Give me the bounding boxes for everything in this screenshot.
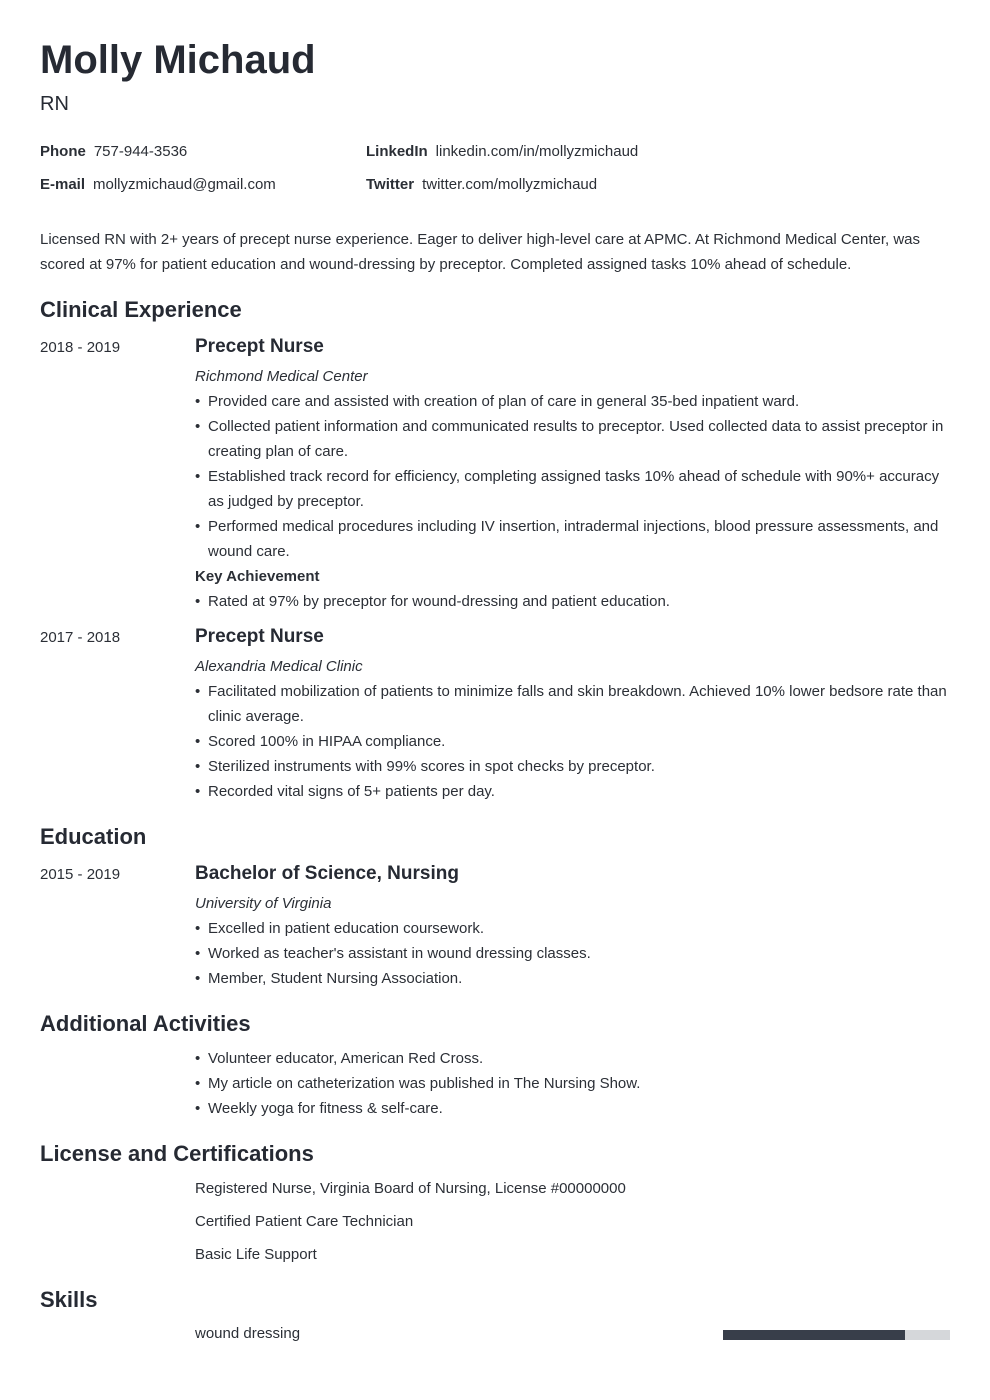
contact-linkedin-value[interactable]: linkedin.com/in/mollyzmichaud [435, 143, 639, 160]
job-bullets [195, 389, 955, 564]
candidate-title: RN [40, 93, 69, 115]
list-item: • Weekly yoga for fitness & self-care. [195, 1096, 955, 1121]
contact-email-label: E-mail [40, 176, 86, 193]
activities-entry [195, 1046, 955, 1121]
section-title-skills: Skills [40, 1287, 98, 1312]
job-organization: Alexandria Medical Clinic [195, 658, 363, 675]
certification-item: Basic Life Support [195, 1246, 317, 1263]
skill-level-bar [723, 1330, 950, 1340]
degree-title: Bachelor of Science, Nursing [195, 863, 459, 884]
candidate-name: Molly Michaud [40, 38, 316, 82]
key-achievement-bullets [195, 589, 955, 614]
education-entry [195, 863, 955, 991]
contact-twitter-value[interactable]: twitter.com/mollyzmichaud [422, 176, 598, 193]
contact-linkedin-label: LinkedIn [366, 143, 428, 160]
job-dates: 2018 - 2019 [40, 339, 121, 356]
job-entry [195, 336, 955, 614]
job-title: Precept Nurse [195, 336, 324, 357]
section-title-experience: Clinical Experience [40, 297, 242, 322]
section-title-activities: Additional Activities [40, 1011, 251, 1036]
job-organization: Richmond Medical Center [195, 368, 368, 385]
education-bullets [195, 916, 955, 991]
list-item: • Facilitated mobilization of patients to minimize falls and skin breakdown. Achieved 10% lower bedsore rate than clinic average. [195, 679, 955, 729]
contact-email-value[interactable]: mollyzmichaud@gmail.com [93, 176, 276, 193]
contact-phone-value: 757-944-3536 [93, 143, 188, 160]
contact-linkedin [366, 143, 638, 161]
list-item: • My article on catheterization was published in The Nursing Show. [195, 1071, 955, 1096]
job-dates: 2017 - 2018 [40, 629, 121, 646]
list-item: • Performed medical procedures including IV insertion, intradermal injections, blood pressure assessments, and wound care. [195, 514, 955, 564]
list-item: • Volunteer educator, American Red Cross. [195, 1046, 955, 1071]
job-title: Precept Nurse [195, 626, 324, 647]
list-item: • Scored 100% in HIPAA compliance. [195, 729, 955, 754]
certification-item: Registered Nurse, Virginia Board of Nursing, License #00000000 [195, 1180, 626, 1197]
list-item: • Rated at 97% by preceptor for wound-dressing and patient education. [195, 589, 955, 614]
education-dates: 2015 - 2019 [40, 866, 121, 883]
list-item: • Collected patient information and communicated results to preceptor. Used collected data to assist preceptor in creating plan of care. [195, 414, 955, 464]
key-achievement-label: Key Achievement [195, 568, 320, 585]
contact-phone-label: Phone [40, 143, 86, 160]
list-item: • Established track record for efficiency, completing assigned tasks 10% ahead of schedule with 90%+ accuracy as judged by preceptor. [195, 464, 955, 514]
contact-email [40, 176, 276, 194]
contact-twitter [366, 176, 597, 194]
contact-phone [40, 143, 187, 161]
list-item: • Member, Student Nursing Association. [195, 966, 955, 991]
list-item: • Excelled in patient education coursework. [195, 916, 955, 941]
certification-item: Certified Patient Care Technician [195, 1213, 414, 1230]
school-name: University of Virginia [195, 895, 332, 912]
list-item: • Recorded vital signs of 5+ patients per day. [195, 779, 955, 804]
list-item: • Sterilized instruments with 99% scores in spot checks by preceptor. [195, 754, 955, 779]
job-entry [195, 626, 955, 804]
activities-bullets [195, 1046, 955, 1121]
section-title-education: Education [40, 824, 147, 849]
section-title-certifications: License and Certifications [40, 1141, 314, 1166]
skill-name: wound dressing [195, 1325, 301, 1342]
summary-paragraph: Licensed RN with 2+ years of precept nurse experience. Eager to deliver high-level care at APMC. At Richmond Medical Center, was scored at 97% for patient education and wound-dressing by preceptor. Completed assigned tasks 10% ahead of schedule. [40, 231, 921, 273]
list-item: • Provided care and assisted with creation of plan of care in general 35-bed inpatient ward. [195, 389, 955, 414]
list-item: • Worked as teacher's assistant in wound dressing classes. [195, 941, 955, 966]
job-bullets [195, 679, 955, 804]
skill-level-fill [723, 1330, 905, 1340]
contact-twitter-label: Twitter [366, 176, 415, 193]
